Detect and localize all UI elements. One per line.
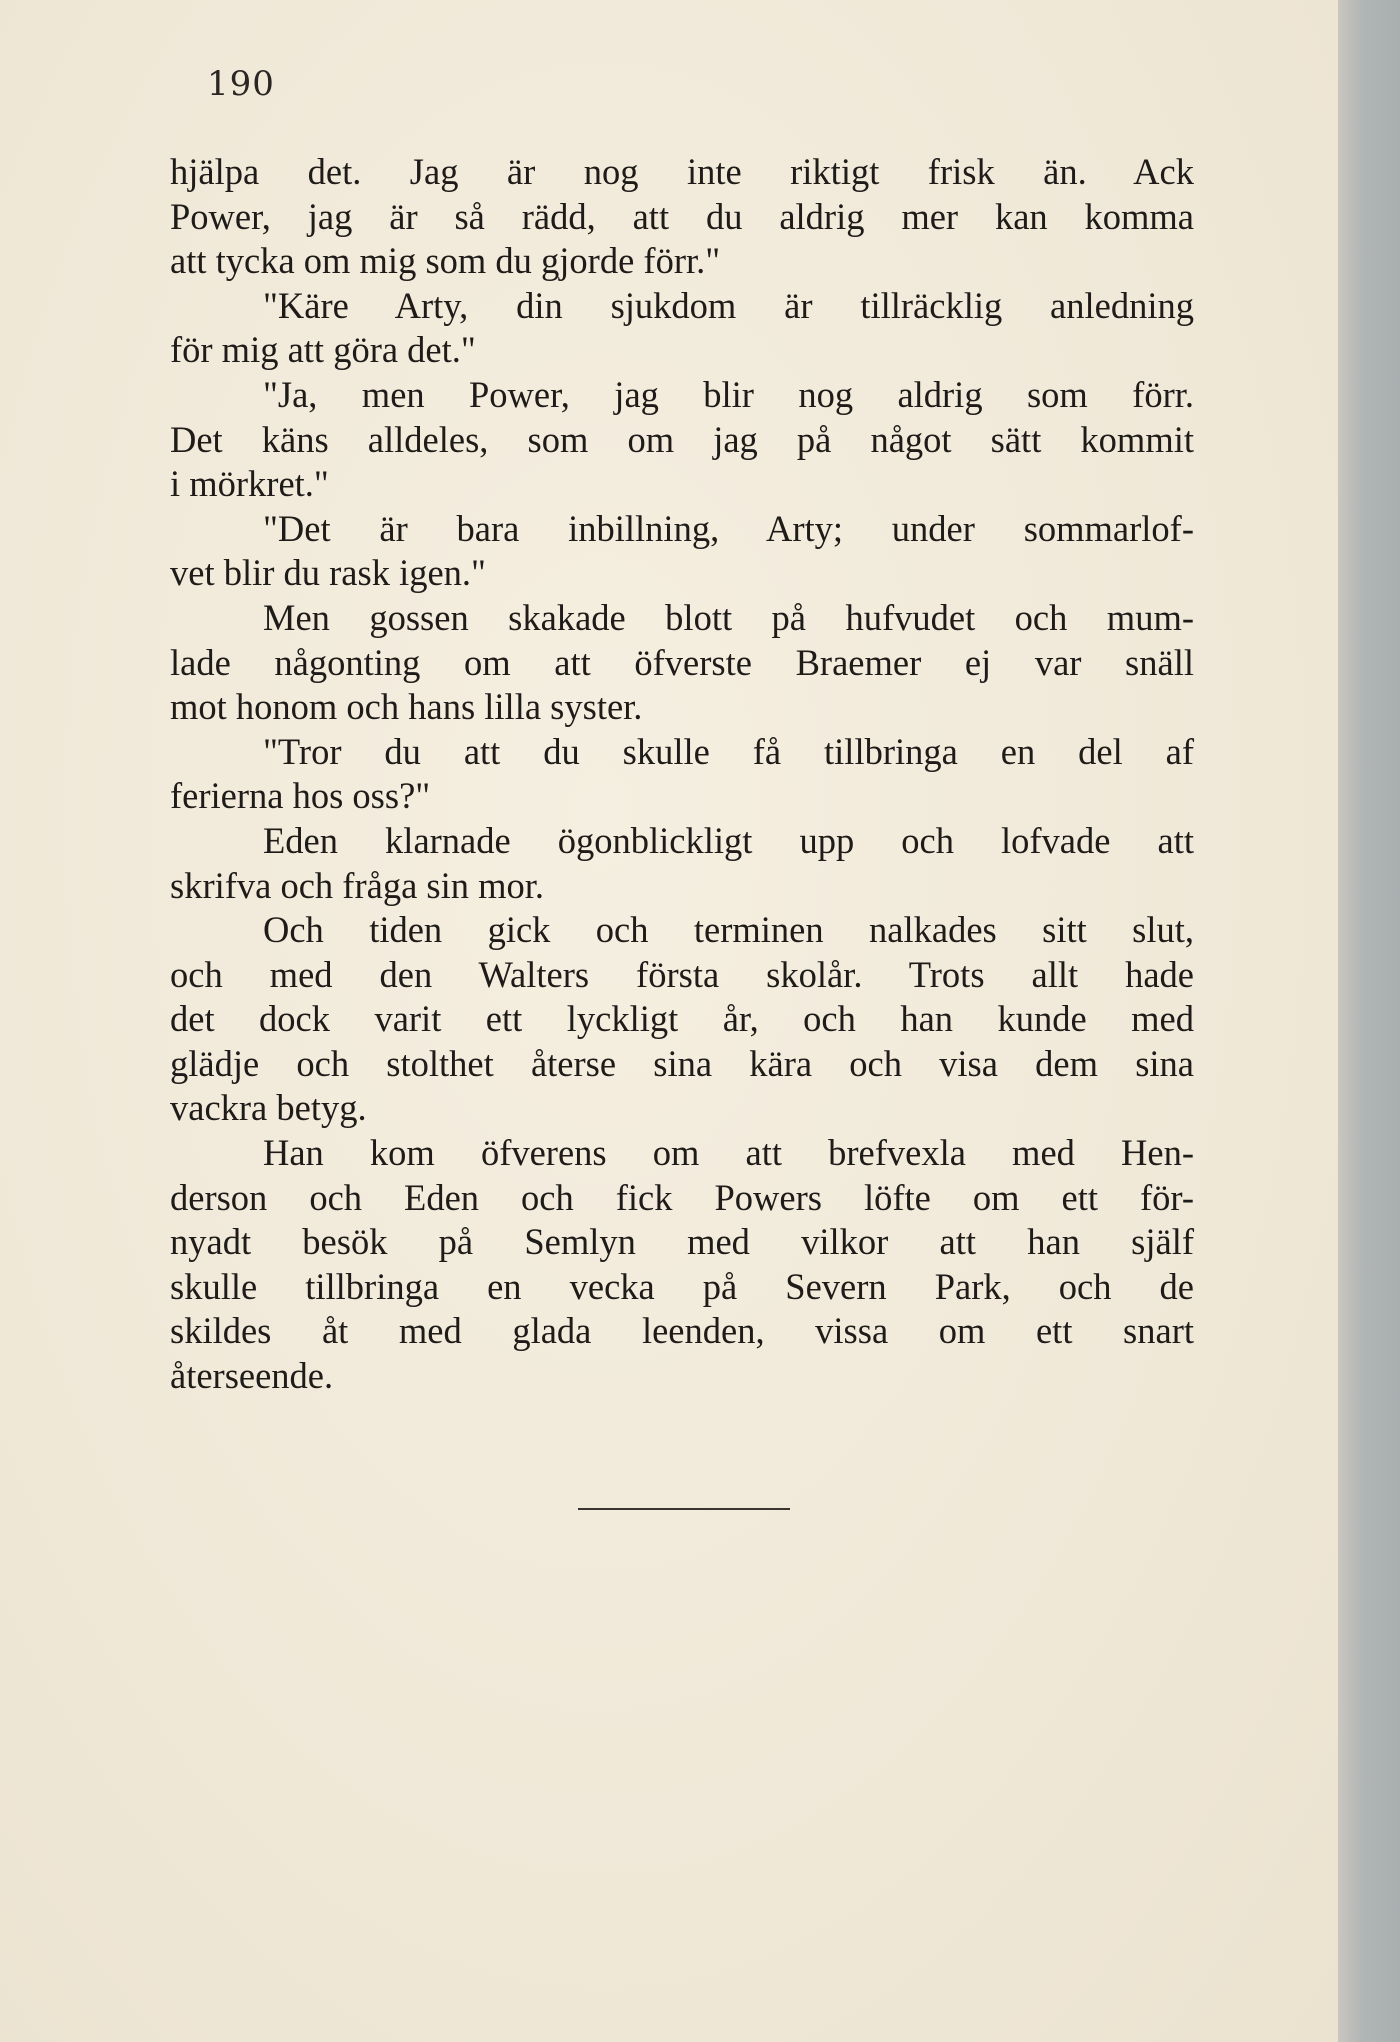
text-line: att tycka om mig som du gjorde förr." [170, 240, 721, 282]
text-line: vet blir du rask igen." [170, 552, 486, 594]
text-line: Power, jag är så rädd, att du aldrig mer kan komma [170, 195, 1194, 237]
text-line: "Käre Arty, din sjukdom är tillräcklig anledning [263, 284, 1194, 326]
text-line: "Tror du att du skulle få tillbringa en del af [263, 730, 1194, 772]
text-line: glädje och stolthet återse sina kära och visa dem sina [170, 1042, 1194, 1084]
page-gutter [1338, 0, 1400, 2042]
body-text [170, 150, 1194, 1399]
text-line: Men gossen skakade blott på hufvudet och mum- [263, 596, 1194, 638]
text-line: derson och Eden och fick Powers löfte om ett för- [170, 1176, 1194, 1218]
end-rule [578, 1508, 790, 1510]
text-line: skildes åt med glada leenden, vissa om ett snart [170, 1310, 1194, 1352]
text-line: Och tiden gick och terminen nalkades sitt slut, [263, 909, 1194, 951]
text-line: och med den Walters första skolår. Trots allt hade [170, 953, 1194, 995]
text-line: Han kom öfverens om att brefvexla med Hen- [263, 1132, 1194, 1174]
text-line: i mörkret." [170, 463, 329, 505]
text-line: det dock varit ett lyckligt år, och han kunde med [170, 998, 1194, 1040]
text-line: "Ja, men Power, jag blir nog aldrig som förr. [263, 373, 1194, 415]
page-number: 190 [207, 64, 275, 104]
text-line: återseende. [170, 1355, 334, 1397]
text-line: för mig att göra det." [170, 329, 476, 371]
text-line: skrifva och fråga sin mor. [170, 864, 545, 906]
text-line: ferierna hos oss?" [170, 775, 431, 817]
text-line: "Det är bara inbillning, Arty; under sommarlof- [263, 507, 1194, 549]
text-line: lade någonting om att öfverste Braemer ej var snäll [170, 641, 1194, 683]
text-line: Det käns alldeles, som om jag på något sätt kommit [170, 418, 1194, 460]
text-line: vackra betyg. [170, 1087, 367, 1129]
text-line: Eden klarnade ögonblickligt upp och lofvade att [263, 819, 1194, 861]
text-line: hjälpa det. Jag är nog inte riktigt frisk än. Ack [170, 151, 1194, 192]
text-line: mot honom och hans lilla syster. [170, 686, 643, 728]
text-line: skulle tillbringa en vecka på Severn Park, och de [170, 1265, 1194, 1307]
text-line: nyadt besök på Semlyn med vilkor att han själf [170, 1221, 1194, 1263]
